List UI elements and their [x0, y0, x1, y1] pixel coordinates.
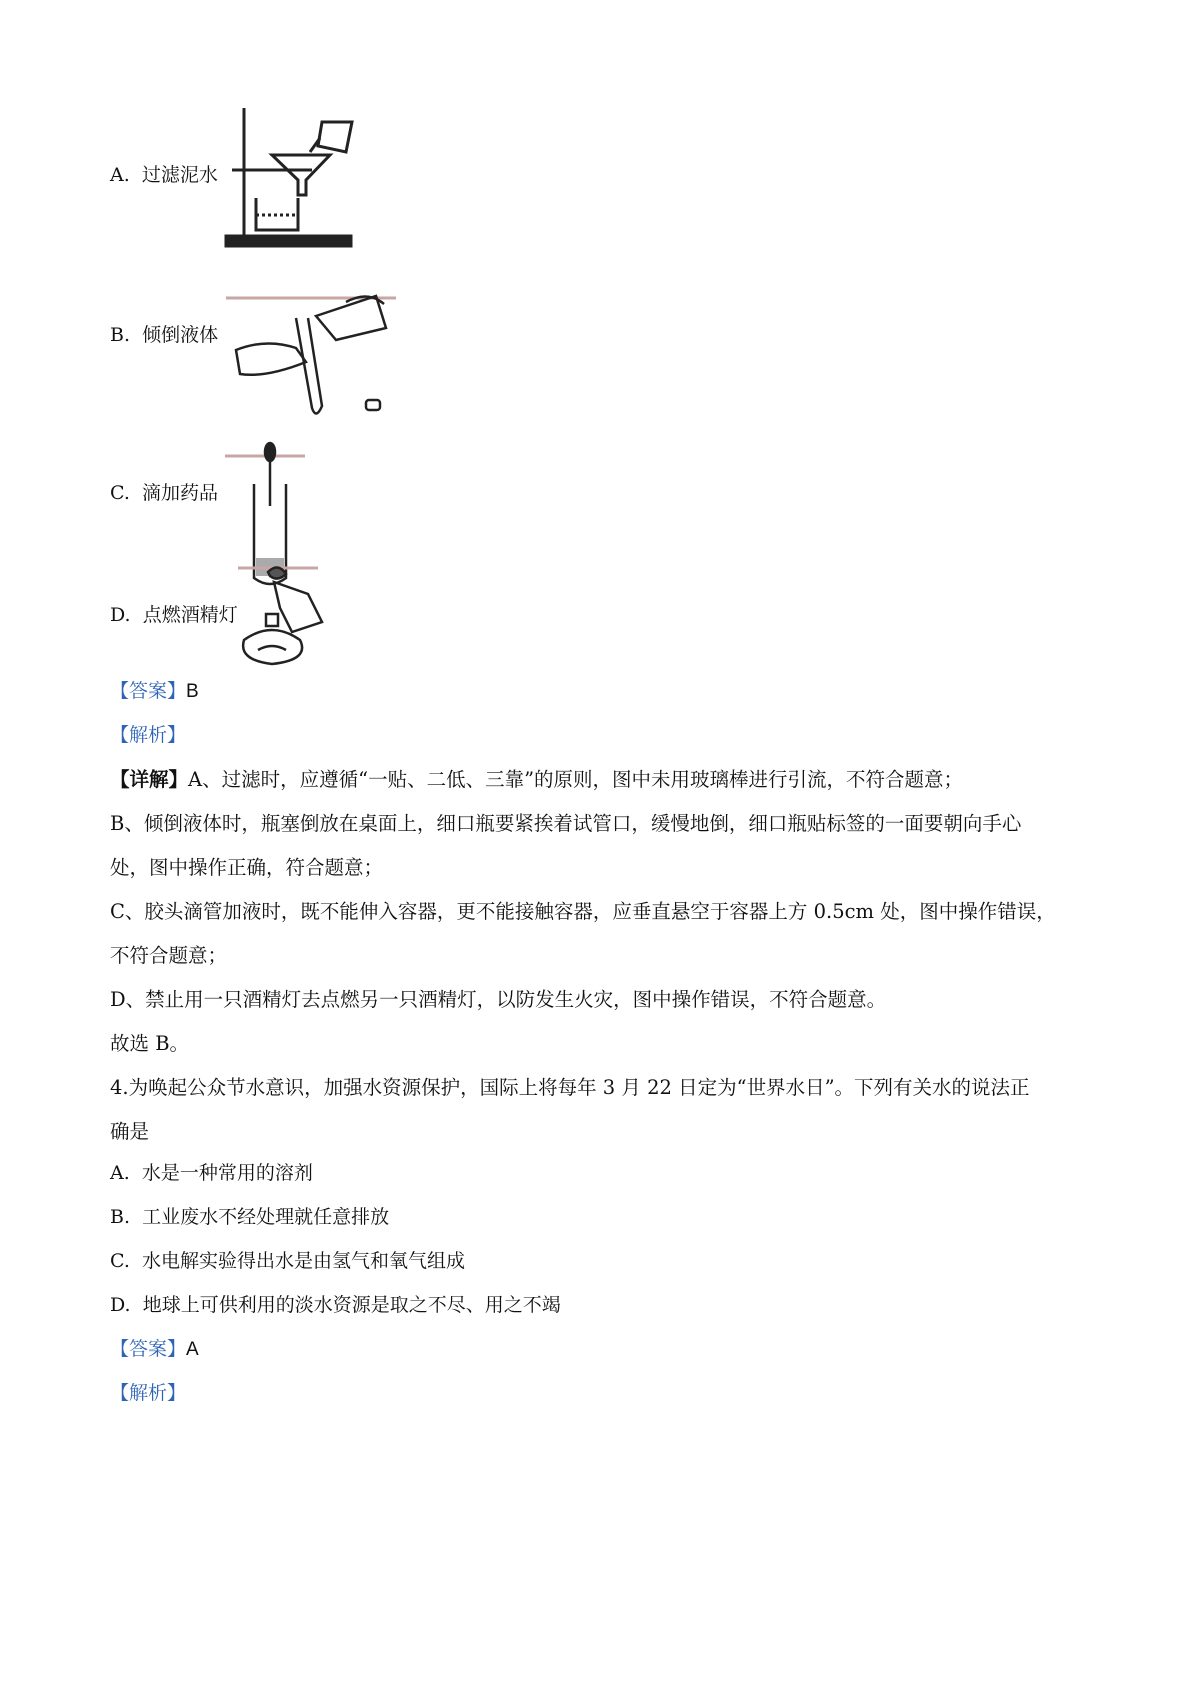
q4-option-b: B. 工业废水不经处理就任意排放	[110, 1206, 390, 1228]
q3-detail-line-2: B、倾倒液体时，瓶塞倒放在桌面上，细口瓶要紧挨着试管口，缓慢地倒，细口瓶贴标签的一面要朝向手心	[110, 812, 1022, 835]
q3-detail-line-4: C、胶头滴管加液时，既不能伸入容器，更不能接触容器，应垂直悬空于容器上方 0.5cm 处，图中操作错误，	[110, 900, 1056, 923]
q3-answer: 【答案】B	[110, 680, 199, 702]
lighting-alcohol-lamp-figure	[238, 560, 348, 670]
q4-stem-line-1: 4.为唤起公众节水意识，加强水资源保护，国际上将每年 3 月 22 日定为“世界水日”。下列有关水的说法正	[110, 1076, 1030, 1099]
q4-option-a: A. 水是一种常用的溶剂	[110, 1162, 313, 1184]
q3-option-c: C. 滴加药品	[110, 482, 219, 504]
q4-option-c: C. 水电解实验得出水是由氢气和氧气组成	[110, 1250, 466, 1272]
q3-option-d: D. 点燃酒精灯	[110, 604, 238, 626]
q4-answer: 【答案】A	[110, 1338, 199, 1360]
pouring-liquid-figure	[226, 288, 396, 428]
q3-detail-line-3: 处，图中操作正确，符合题意；	[110, 856, 384, 879]
q3-option-a: A. 过滤泥水	[110, 164, 218, 186]
q3-conclusion: 故选 B。	[110, 1032, 190, 1055]
q3-detail-line-1: 【详解】A、过滤时，应遵循“一贴、二低、三靠”的原则，图中未用玻璃棒进行引流，不符合题意；	[110, 768, 964, 791]
q4-option-d: D. 地球上可供利用的淡水资源是取之不尽、用之不竭	[110, 1294, 561, 1316]
q4-analysis-tag: 【解析】	[110, 1382, 187, 1404]
q4-stem-line-2: 确是	[110, 1120, 150, 1143]
q3-option-b: B. 倾倒液体	[110, 324, 219, 346]
q3-detail-line-5: 不符合题意；	[110, 944, 228, 967]
q3-analysis-tag: 【解析】	[110, 724, 187, 746]
q3-detail-line-6: D、禁止用一只酒精灯去点燃另一只酒精灯，以防发生火灾，图中操作错误，不符合题意。	[110, 988, 887, 1011]
filtration-apparatus-figure	[222, 100, 382, 250]
